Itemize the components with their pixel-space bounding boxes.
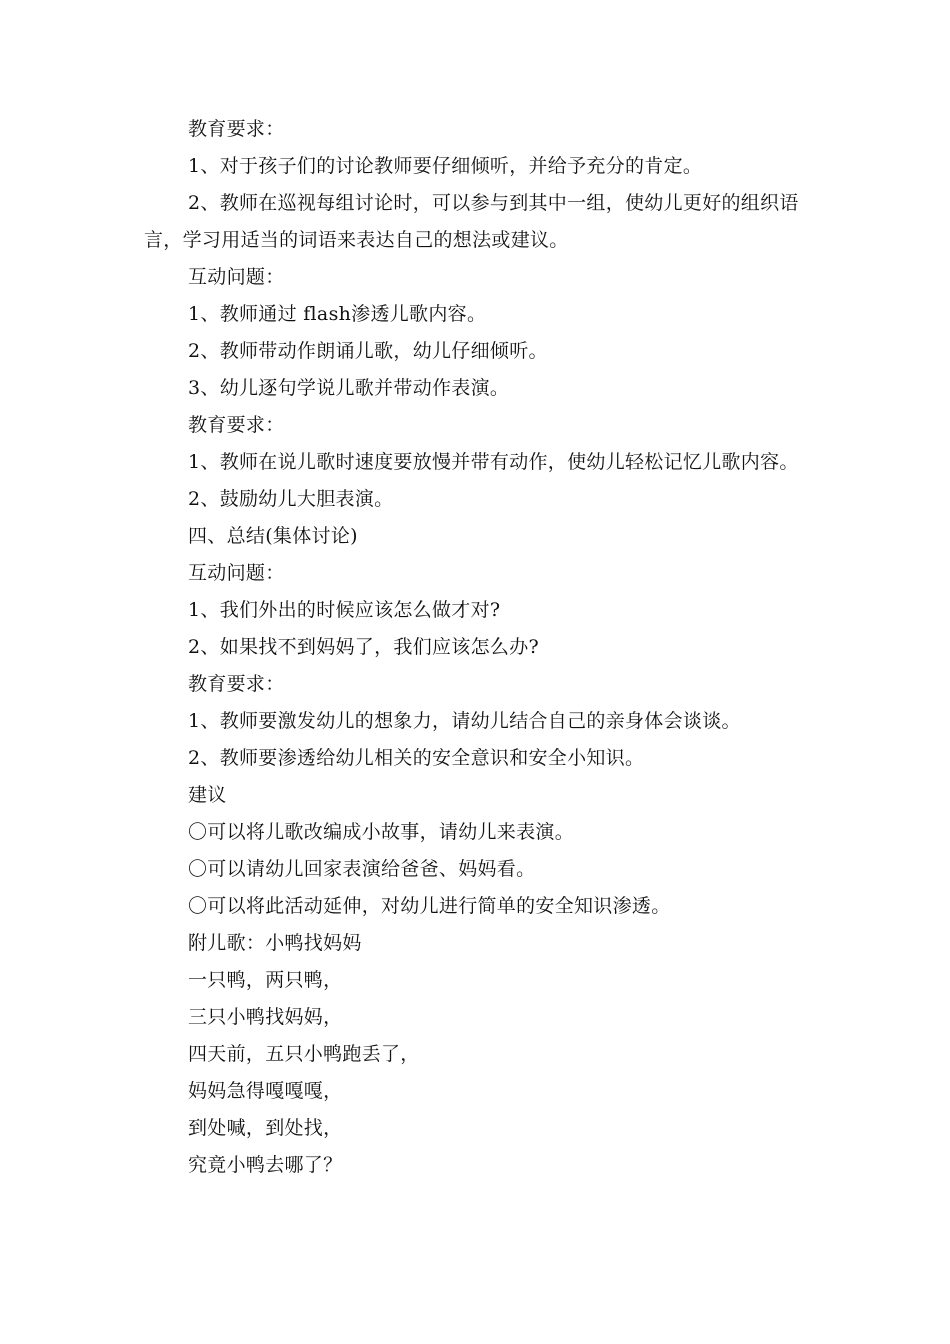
paragraph: 2、教师要渗透给幼儿相关的安全意识和安全小知识。: [188, 747, 645, 769]
paragraph: 教育要求：: [188, 118, 285, 140]
song-line: 到处喊，到处找，: [188, 1117, 343, 1139]
paragraph: 1、教师通过 flash渗透儿歌内容。: [188, 303, 487, 325]
paragraph: 教育要求：: [188, 673, 285, 695]
paragraph: 2、教师带动作朗诵儿歌，幼儿仔细倾听。: [188, 340, 548, 362]
paragraph: 2、教师在巡视每组讨论时，可以参与到其中一组，使幼儿更好的组织语言，学习用适当的词语来表达自己的想法或建议。: [144, 192, 799, 251]
paragraph: 〇可以请幼儿回家表演给爸爸、妈妈看。: [188, 858, 536, 880]
paragraph: 1、教师要激发幼儿的想象力，请幼儿结合自己的亲身体会谈谈。: [188, 710, 741, 732]
section-heading: 四、总结(集体讨论): [188, 525, 358, 547]
paragraph: 1、对于孩子们的讨论教师要仔细倾听，并给予充分的肯定。: [188, 155, 703, 177]
paragraph: 〇可以将儿歌改编成小故事，请幼儿来表演。: [188, 821, 575, 843]
song-line: 妈妈急得嘎嘎嘎，: [188, 1080, 343, 1102]
paragraph: 1、我们外出的时候应该怎么做才对?: [188, 599, 501, 621]
song-title: 附儿歌：小鸭找妈妈: [188, 932, 362, 954]
paragraph: 1、教师在说儿歌时速度要放慢并带有动作，使幼儿轻松记忆儿歌内容。: [188, 451, 799, 473]
paragraph: 2、如果找不到妈妈了，我们应该怎么办?: [188, 636, 539, 658]
paragraph: 3、幼儿逐句学说儿歌并带动作表演。: [188, 377, 510, 399]
paragraph: 教育要求：: [188, 414, 285, 436]
song-line: 究竟小鸭去哪了？: [188, 1154, 343, 1176]
song-line: 三只小鸭找妈妈，: [188, 1006, 343, 1028]
paragraph: 互动问题：: [188, 266, 285, 288]
song-line: 四天前，五只小鸭跑丢了，: [188, 1043, 420, 1065]
document-body: [144, 111, 810, 1184]
paragraph: 2、鼓励幼儿大胆表演。: [188, 488, 394, 510]
song-line: 一只鸭，两只鸭，: [188, 969, 343, 991]
paragraph: 〇可以将此活动延伸，对幼儿进行简单的安全知识渗透。: [188, 895, 671, 917]
paragraph: 互动问题：: [188, 562, 285, 584]
section-heading: 建议: [188, 784, 227, 806]
